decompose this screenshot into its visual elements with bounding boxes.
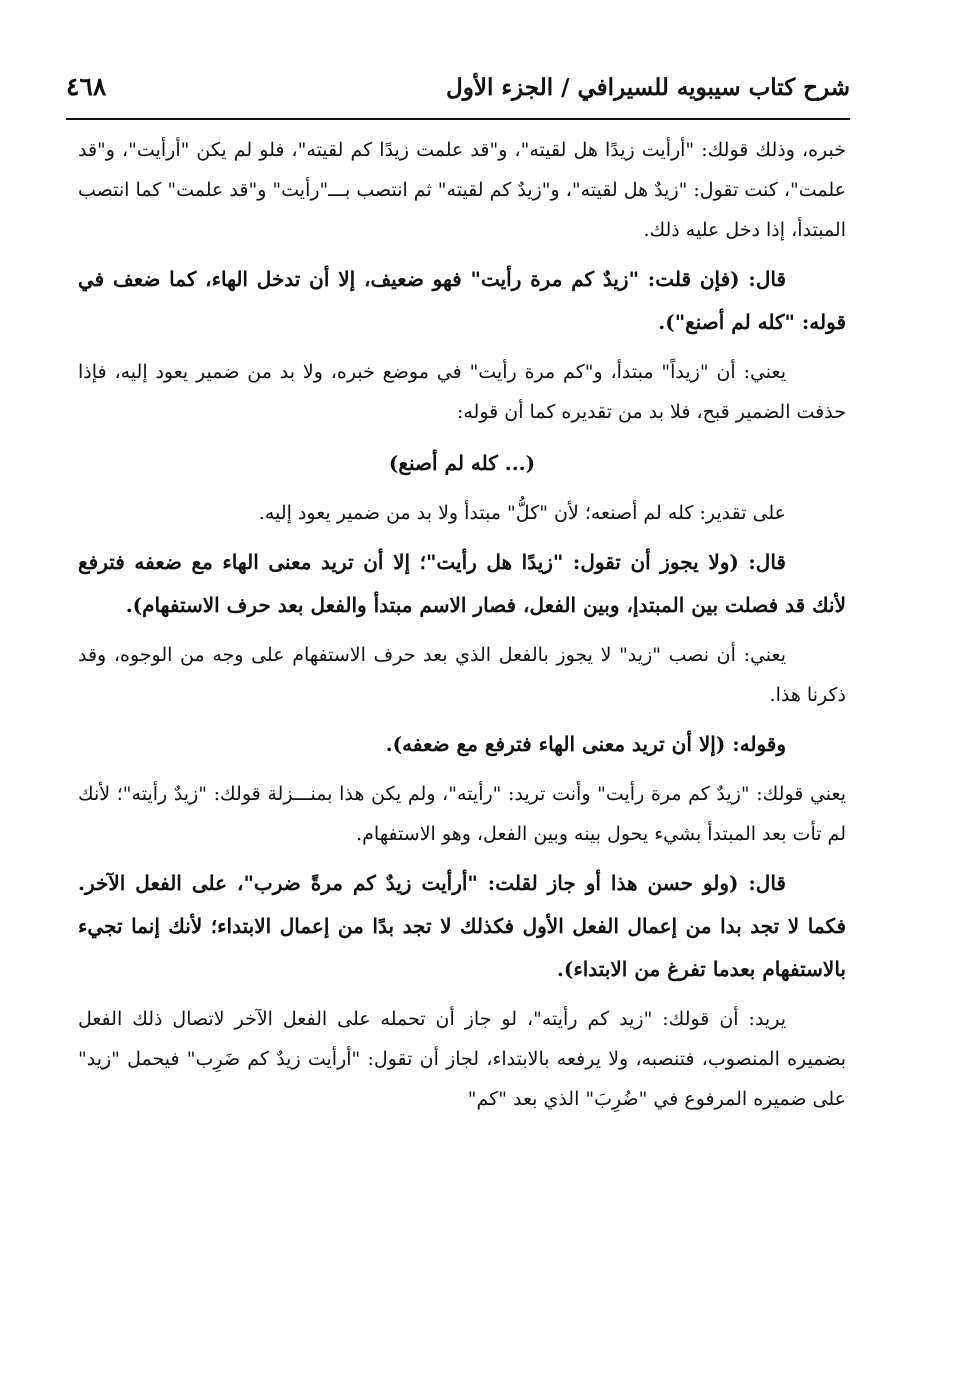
page-header bbox=[66, 68, 850, 120]
paragraph-commentary: يريد: أن قولك: "زيد كم رأيته"، لو جاز أن تحمله على الفعل الآخر لاتصال ذلك الفعل بضميره المنصوب، فتنصبه، ولا يرفعه بالابتداء، لجاز أن تقول: "أرأيت زيدٌ كم ضَرِب" فيحمل "زيد" على ضميره المرفوع في "ضُرِبَ" الذي بعد "كم" bbox=[78, 1008, 846, 1110]
quoted-verse: (... كله لم أصنع) bbox=[388, 451, 536, 475]
paragraph-commentary: خبره، وذلك قولك: "أرأيت زيدًا هل لقيته"، و"قد علمت زيدًا كم لقيته"، فلو لم يكن "أرأيت"، و"قد علمت"، كنت تقول: "زيدٌ هل لقيته"، و"زيدٌ كم لقيته" ثم انتصب بـــ"رأيت" و"قد علمت" كما انتصب المبتدأ، إذا دخل عليه ذلك. bbox=[78, 139, 846, 241]
body-text bbox=[78, 130, 846, 1127]
paragraph-commentary: يعني قولك: "زيدٌ كم مرة رأيت" وأنت تريد: "رأيته"، ولم يكن هذا بمنـــزلة قولك: "زيدٌ رأيته"؛ لأنك لم تأت بعد المبتدأ بشيء يحول بينه وبين الفعل، وهو الاستفهام. bbox=[78, 783, 846, 845]
paragraph-quote-sibawayh: وقوله: (إلا أن تريد معنى الهاء فترفع مع ضعفه). bbox=[385, 732, 786, 756]
paragraph-quote-sibawayh: قال: (ولا يجوز أن تقول: "زيدًا هل رأيت"؛ إلا أن تريد معنى الهاء مع ضعفه فترفع لأنك قد فصلت بين المبتدإ، وبين الفعل، فصار الاسم مبتدأ والفعل بعد حرف الاستفهام). bbox=[78, 550, 846, 617]
paragraph-commentary: على تقدير: كله لم أصنعه؛ لأن "كلُّ" مبتدأ ولا بد من ضمير يعود إليه. bbox=[258, 502, 786, 524]
paragraph-quote-sibawayh: قال: (فإن قلت: "زيدٌ كم مرة رأيت" فهو ضعيف، إلا أن تدخل الهاء، كما ضعف في قوله: "كله لم أصنع"). bbox=[78, 267, 846, 334]
paragraph-commentary: يعني: أن نصب "زيد" لا يجوز بالفعل الذي بعد حرف الاستفهام على وجه من الوجوه، وقد ذكرنا هذا. bbox=[78, 644, 846, 706]
paragraph-quote-sibawayh: قال: (ولو حسن هذا أو جاز لقلت: "أرأيت زيدٌ كم مرةً ضرب"، على الفعل الآخر. فكما لا تجد بدا من إعمال الفعل الأول فكذلك لا تجد بدًا من إعمال الابتداء؛ لأنك إنما تجيء بالاستفهام بعدما تفرغ من الابتداء). bbox=[78, 871, 846, 981]
running-title: شرح كتاب سيبويه للسيرافي / الجزء الأول bbox=[446, 74, 850, 101]
page-number: ٤٦٨ bbox=[66, 72, 107, 101]
paragraph-commentary: يعني: أن "زيداً" مبتدأ، و"كم مرة رأيت" في موضع خبره، ولا بد من ضمير يعود إليه، فإذا حذفت الضمير قبح، فلا بد من تقديره كما أن قوله: bbox=[78, 361, 846, 423]
